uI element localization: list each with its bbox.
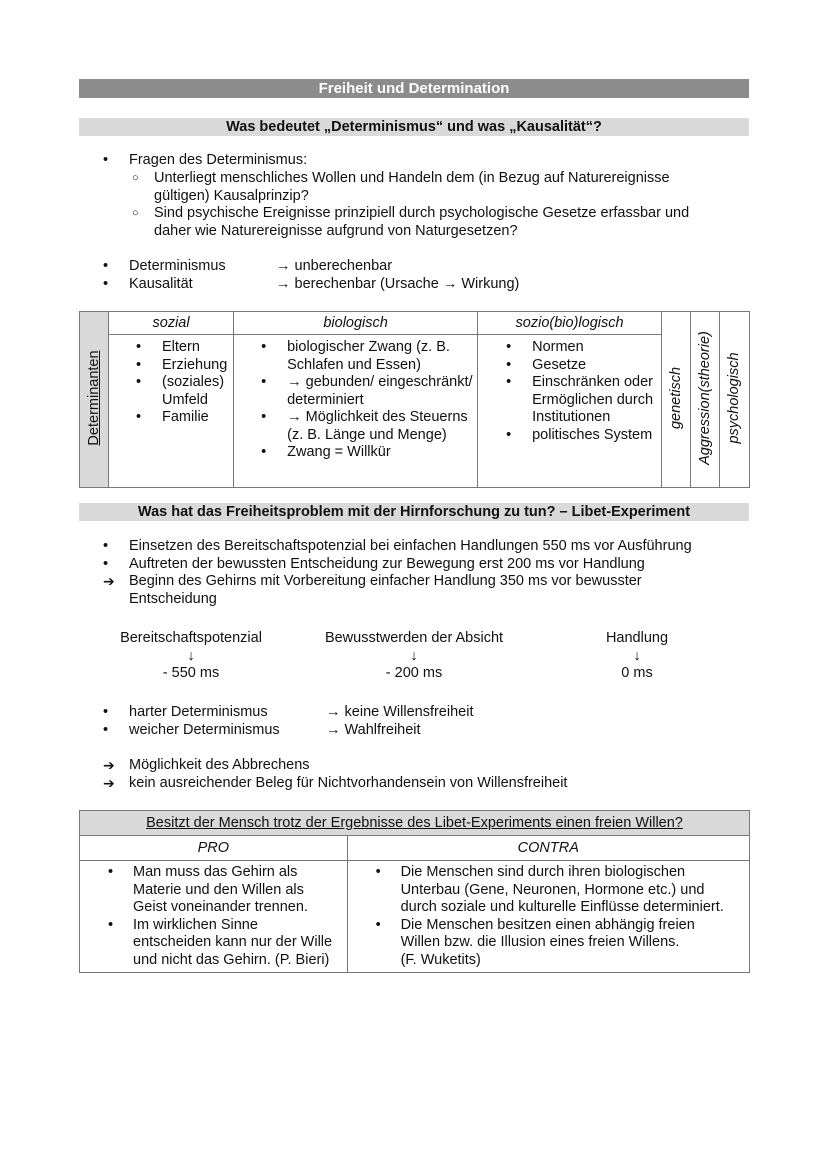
- fragen-label: Fragen des Determinismus:: [129, 152, 308, 168]
- section-heading-libet: Was hat das Freiheitsproblem mit der Hirnforschung zu tun? – Libet-Experiment: [79, 503, 749, 521]
- bullet-icon: •: [103, 722, 109, 738]
- pro-line: Man muss das Gehirn als: [133, 864, 298, 880]
- pro-line: Im wirklichen Sinne: [133, 917, 258, 933]
- list-item: → Möglichkeit des Steuerns (z. B. Länge und Menge): [287, 409, 468, 443]
- list-item: Normen: [532, 339, 584, 355]
- libet-bullet: Einsetzen des Bereitschaftspotenzial bei einfachen Handlungen 550 ms vor Ausführung: [129, 538, 692, 554]
- pro-contra-question: Besitzt der Mensch trotz der Ergebnisse des Libet-Experiments einen freien Willen?: [146, 815, 683, 831]
- pro-contra-table: [79, 810, 750, 973]
- def-desc: → unberechenbar: [276, 258, 393, 274]
- timeline-label: Handlung: [605, 630, 669, 646]
- bullet-icon: •: [108, 917, 114, 933]
- page-title: Freiheit und Determination: [79, 79, 749, 98]
- header-biologisch: biologisch: [234, 312, 478, 335]
- determinanten-label: Determinanten: [86, 350, 102, 446]
- bullet-icon: •: [506, 374, 512, 390]
- determinanten-label-cell: [80, 312, 109, 488]
- side-label-psychologisch: psychologisch: [725, 352, 742, 444]
- list-item: (soziales) Umfeld: [162, 374, 225, 408]
- frage-line: Sind psychische Ereignisse prinzipiell durch psychologische Gesetze erfassbar und: [154, 205, 690, 221]
- bullet-icon: •: [136, 409, 142, 425]
- bullet-icon: •: [136, 374, 142, 390]
- contra-cell: [347, 861, 749, 973]
- bullet-icon: •: [506, 356, 512, 373]
- pro-line: Geist voneinander trennen.: [133, 899, 308, 915]
- bullet-icon: •: [261, 374, 267, 390]
- down-arrow-icon: ↓: [410, 648, 418, 664]
- def-term: Kausalität: [129, 276, 193, 292]
- bullet-icon: •: [506, 426, 512, 443]
- pro-line: entscheiden kann nur der Wille: [133, 934, 333, 950]
- def-term: weicher Determinismus: [129, 722, 280, 738]
- libet-conclusion: Entscheidung: [129, 591, 217, 607]
- timeline-value: 0 ms: [621, 665, 653, 681]
- list-item: Erziehung: [162, 356, 228, 373]
- def-desc: → Wahlfreiheit: [326, 722, 421, 738]
- arrow-item: Möglichkeit des Abbrechens: [129, 757, 310, 773]
- list-item: biologischer Zwang (z. B. Schlafen und Essen): [287, 339, 450, 373]
- arrow-bullet-icon: ➔: [103, 775, 115, 791]
- contra-line: durch soziale und kulturelle Einflüsse determiniert.: [400, 899, 724, 915]
- bullet-icon: •: [261, 444, 267, 460]
- sub-bullet-icon: ○: [132, 207, 139, 219]
- contra-line: Willen bzw. die Illusion eines freien Willens.: [400, 934, 680, 950]
- def-desc: → keine Willensfreiheit: [326, 704, 474, 720]
- list-item: → gebunden/ eingeschränkt/ determiniert: [287, 374, 473, 408]
- pro-line: und nicht das Gehirn. (P. Bieri): [133, 952, 330, 968]
- def-desc: → berechenbar (Ursache → Wirkung): [276, 276, 520, 292]
- side-label-aggression: Aggression(stheorie): [696, 331, 713, 465]
- bullet-icon: •: [108, 864, 114, 880]
- pro-cell: [80, 861, 348, 973]
- side-cell-psychologisch: [719, 312, 749, 488]
- contra-header: CONTRA: [347, 836, 749, 861]
- bullet-icon: •: [261, 409, 267, 425]
- down-arrow-icon: ↓: [187, 648, 195, 664]
- cell-biologisch: [234, 335, 478, 488]
- contra-line: (F. Wuketits): [400, 952, 481, 968]
- list-item: Einschränken oder Ermöglichen durch Institutionen: [532, 374, 654, 425]
- side-label-genetisch: genetisch: [667, 366, 684, 430]
- def-term: harter Determinismus: [129, 704, 268, 720]
- pro-line: Materie und den Willen als: [133, 882, 304, 898]
- contra-line: Die Menschen sind durch ihren biologischen: [400, 864, 686, 880]
- bullet-icon: •: [375, 917, 381, 933]
- list-item: Familie: [162, 409, 209, 425]
- arrow-item: kein ausreichender Beleg für Nichtvorhandensein von Willensfreiheit: [129, 775, 568, 791]
- contra-line: Unterbau (Gene, Neuronen, Hormone etc.) und: [400, 882, 705, 898]
- list-item: Zwang = Willkür: [287, 444, 391, 460]
- contra-line: Die Menschen besitzen einen abhängig freien: [400, 917, 695, 933]
- determinanten-table: [79, 311, 750, 488]
- bullet-icon: •: [103, 704, 109, 720]
- bullet-icon: •: [261, 339, 267, 355]
- frage-line: Unterliegt menschliches Wollen und Handeln dem (in Bezug auf Naturereignisse: [154, 170, 670, 186]
- list-item: Eltern: [162, 339, 200, 355]
- def-term: Determinismus: [129, 258, 226, 274]
- frage-line: daher wie Naturereignisse aufgrund von Naturgesetzen?: [154, 223, 518, 239]
- timeline-value: - 550 ms: [162, 665, 220, 681]
- timeline-value: - 200 ms: [385, 665, 443, 681]
- bullet-icon: •: [103, 538, 109, 554]
- arrow-bullet-icon: ➔: [103, 573, 115, 589]
- sub-bullet-icon: ○: [132, 172, 139, 184]
- down-arrow-icon: ↓: [633, 648, 641, 664]
- timeline-label: Bewusstwerden der Absicht: [324, 630, 504, 646]
- frage-line: gültigen) Kausalprinzip?: [154, 188, 309, 204]
- pro-contra-question-cell: [80, 811, 750, 836]
- bullet-icon: •: [103, 258, 109, 274]
- header-sozial: sozial: [109, 312, 234, 335]
- bullet-icon: •: [136, 339, 142, 355]
- header-soziobiologisch: sozio(bio)logisch: [478, 312, 662, 335]
- cell-soziobiologisch: [478, 335, 662, 488]
- side-cell-aggression: [690, 312, 719, 488]
- bullet-icon: •: [136, 356, 142, 373]
- list-item: Gesetze: [532, 356, 587, 373]
- cell-sozial: [109, 335, 234, 488]
- timeline-label: Bereitschaftspotenzial: [120, 630, 262, 646]
- bullet-icon: •: [103, 152, 109, 168]
- arrow-bullet-icon: ➔: [103, 757, 115, 773]
- bullet-icon: •: [103, 556, 109, 572]
- libet-conclusion: Beginn des Gehirns mit Vorbereitung einfacher Handlung 350 ms vor bewusster: [129, 573, 642, 589]
- bullet-icon: •: [103, 276, 109, 292]
- bullet-icon: •: [375, 864, 381, 880]
- list-item: politisches System: [532, 426, 653, 443]
- libet-bullet: Auftreten der bewussten Entscheidung zur Bewegung erst 200 ms vor Handlung: [129, 556, 645, 572]
- bullet-icon: •: [506, 339, 512, 355]
- pro-header: PRO: [80, 836, 348, 861]
- section-heading-determinismus: Was bedeutet „Determinismus“ und was „Kausalität“?: [79, 118, 749, 136]
- side-cell-genetisch: [661, 312, 690, 488]
